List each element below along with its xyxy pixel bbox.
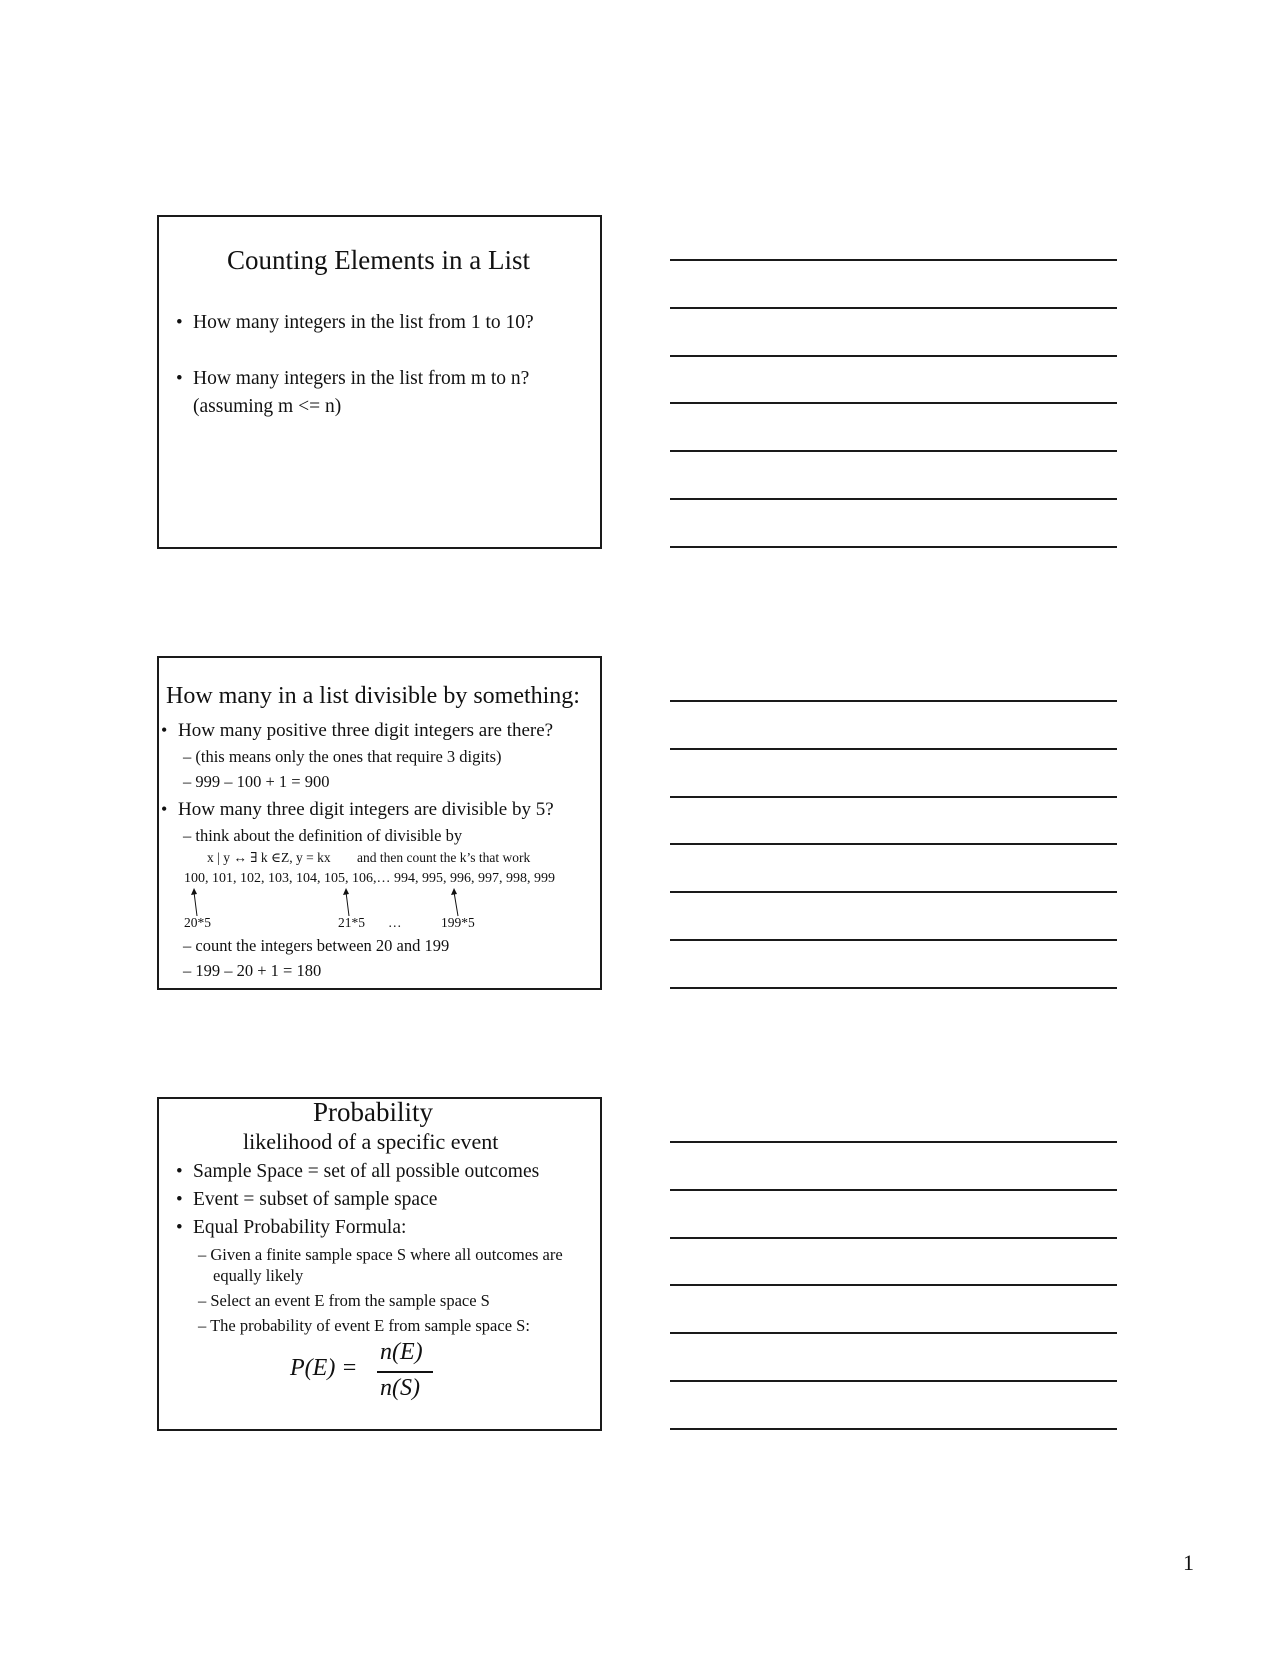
- note-line: [670, 259, 1117, 261]
- notes-lines-1: [670, 259, 1117, 549]
- slide-title: How many in a list divisible by something:: [166, 683, 580, 709]
- arrow-up-icon: [189, 888, 209, 918]
- note-line: [670, 1380, 1117, 1382]
- formula-lhs: P(E) =: [290, 1355, 358, 1381]
- arrow-up-icon: [340, 888, 360, 918]
- note-line: [670, 796, 1117, 798]
- slide-subtitle: likelihood of a specific event: [243, 1129, 499, 1154]
- note-line: [670, 1141, 1117, 1143]
- fraction-bar: [377, 1371, 433, 1373]
- formula-denominator: n(S): [380, 1375, 420, 1401]
- note-line: [670, 1237, 1117, 1239]
- bullet-icon: •: [176, 312, 183, 333]
- note-line: [670, 1332, 1117, 1334]
- note-line: [670, 939, 1117, 941]
- sub-bullet-text: – count the integers between 20 and 199: [183, 936, 450, 955]
- definition-note: and then count the k’s that work: [357, 850, 531, 865]
- number-list: 100, 101, 102, 103, 104, 105, 106,… 994, 995, 996, 997, 998, 999: [184, 871, 555, 886]
- bullet-icon: •: [161, 799, 168, 819]
- bullet-text: (assuming m <= n): [193, 396, 342, 417]
- sub-bullet-text: equally likely: [213, 1266, 304, 1285]
- sub-bullet-text: – (this means only the ones that require 3 digits): [183, 747, 502, 766]
- arrow-up-icon: [448, 888, 468, 918]
- bullet-text: How many positive three digit integers are there?: [178, 720, 554, 741]
- definition-formula: x | y ↔ ∃ k ∈Z, y = kx: [207, 850, 331, 865]
- bullet-text: How many three digit integers are divisible by 5?: [178, 799, 554, 820]
- bullet-text: Sample Space = set of all possible outcomes: [193, 1161, 540, 1182]
- sub-bullet-text: – 999 – 100 + 1 = 900: [183, 772, 330, 791]
- bullet-icon: •: [176, 1217, 183, 1238]
- slide-2: [157, 656, 602, 990]
- note-line: [670, 1428, 1117, 1430]
- bullet-text: Event = subset of sample space: [193, 1189, 438, 1210]
- bullet-icon: •: [176, 1189, 183, 1210]
- bullet-icon: •: [176, 368, 183, 389]
- note-line: [670, 891, 1117, 893]
- slide-title: Probability: [313, 1097, 433, 1127]
- sub-bullet-text: – Select an event E from the sample space S: [198, 1291, 490, 1310]
- sub-bullet-text: – think about the definition of divisible by: [183, 826, 463, 845]
- note-line: [670, 748, 1117, 750]
- formula-numerator: n(E): [380, 1339, 423, 1365]
- arrow-label: 21*5: [338, 915, 365, 930]
- note-line: [670, 1189, 1117, 1191]
- sub-bullet-text: – The probability of event E from sample space S:: [198, 1316, 530, 1335]
- notes-lines-2: [670, 700, 1117, 990]
- note-line: [670, 355, 1117, 357]
- note-line: [670, 307, 1117, 309]
- arrow-label-ellipsis: …: [388, 915, 402, 930]
- slide-3: [157, 1097, 602, 1431]
- arrow-label: 199*5: [441, 915, 475, 930]
- bullet-text: Equal Probability Formula:: [193, 1217, 407, 1238]
- bullet-text: How many integers in the list from 1 to 10?: [193, 312, 534, 333]
- note-line: [670, 1284, 1117, 1286]
- note-line: [670, 498, 1117, 500]
- arrow-label: 20*5: [184, 915, 211, 930]
- bullet-text: How many integers in the list from m to n?: [193, 368, 530, 389]
- note-line: [670, 843, 1117, 845]
- page-number: 1: [1183, 1550, 1194, 1575]
- sub-bullet-text: – Given a finite sample space S where all outcomes are: [198, 1245, 563, 1264]
- notes-lines-3: [670, 1141, 1117, 1431]
- bullet-icon: •: [176, 1161, 183, 1182]
- note-line: [670, 987, 1117, 989]
- note-line: [670, 402, 1117, 404]
- note-line: [670, 546, 1117, 548]
- slide-1: [157, 215, 602, 549]
- note-line: [670, 450, 1117, 452]
- note-line: [670, 700, 1117, 702]
- bullet-icon: •: [161, 720, 168, 740]
- slide-title: Counting Elements in a List: [227, 245, 530, 275]
- sub-bullet-text: – 199 – 20 + 1 = 180: [183, 961, 322, 980]
